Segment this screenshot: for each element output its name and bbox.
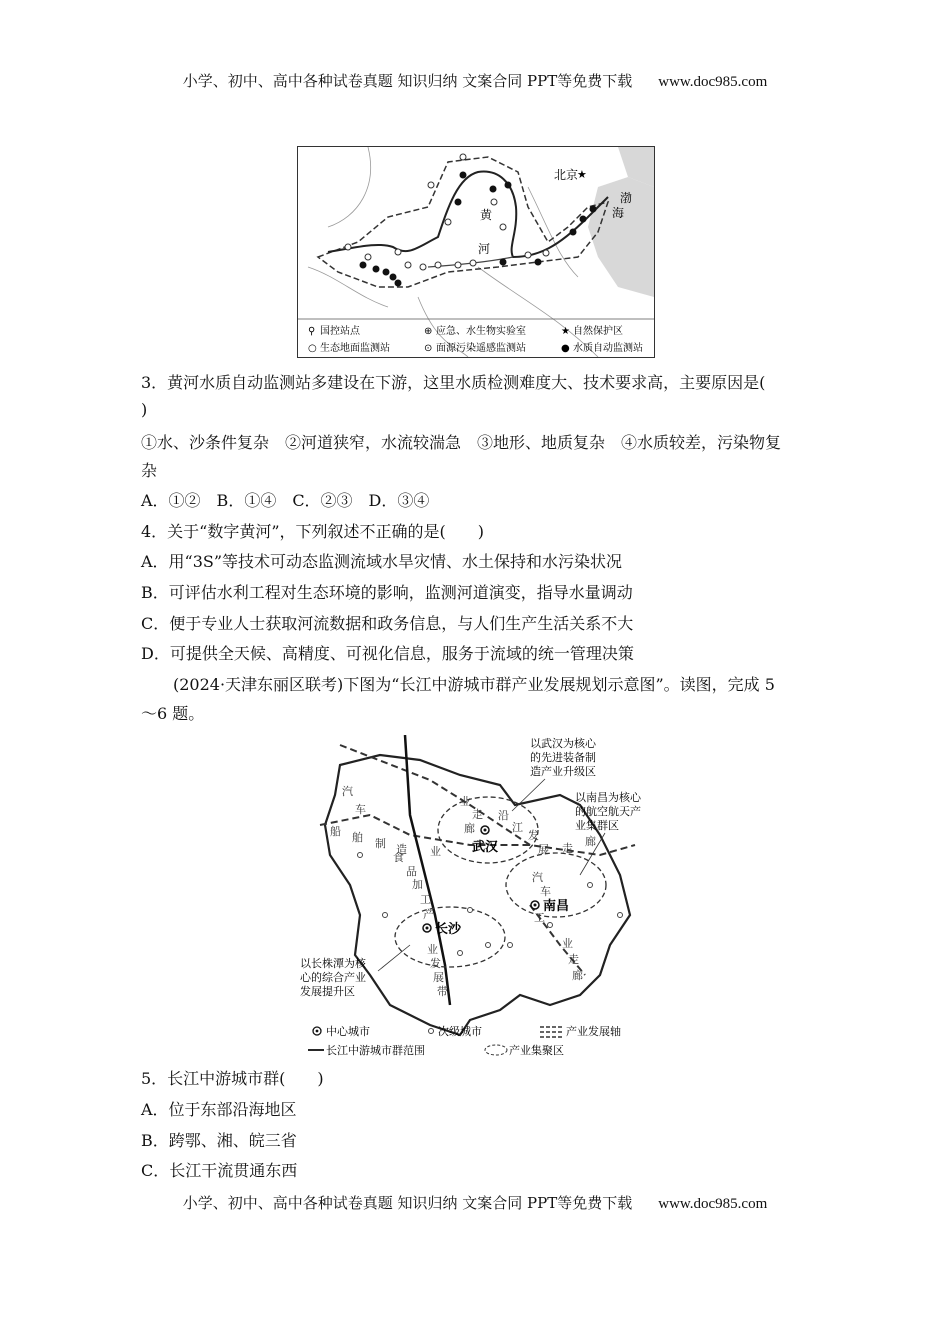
map2-legend [308, 1024, 621, 1057]
beijing-star-icon: ★ [577, 168, 587, 181]
map2-svg [300, 735, 645, 1060]
q4-option-c: C．便于专业人士获取河流数据和政务信息，与人们生产生活关系不大 [141, 614, 634, 633]
axis-food-2: 品 [406, 865, 417, 878]
city-nanchang: 南昌 [543, 899, 570, 914]
axis-ship-5: 业 [430, 845, 441, 858]
yellow-river-monitoring-map [297, 146, 655, 358]
q5-option-b: B．跨鄂、湘、皖三省 [141, 1131, 297, 1150]
axis-yz-3: 发 [528, 829, 539, 842]
axis-ship-2: 舶 [352, 831, 363, 844]
sub-city-icon [429, 1029, 434, 1034]
intro-line1: (2024·天津东丽区联考)下图为“长江中游城市群产业发展规划示意图”。读图，完成 5 [173, 675, 775, 694]
intro-line2: ～6 题。 [141, 704, 205, 723]
axis-nc-3: 工 [534, 911, 545, 924]
label-he: 河 [478, 242, 491, 256]
axis-yz-6: 廊 [585, 835, 596, 848]
legend-center-city: 中心城市 [326, 1025, 370, 1038]
axis-food-3: 加 [412, 878, 423, 891]
legend-cluster: 产业集聚区 [509, 1044, 564, 1057]
axis-sy-3: 廊 [464, 822, 475, 835]
q4-option-b: B．可评估水利工程对生态环境的影响，监测河道演变，指导水量调动 [141, 583, 633, 602]
q3-options-line1: ①水、沙条件复杂 ②河道狭窄，水流较湍急 ③地形、地质复杂 ④水质较差，污染物复 [141, 433, 782, 452]
axis-yz-2: 江 [512, 821, 523, 834]
label-beijing: 北京 [554, 168, 579, 182]
axis-food-7: 发 [430, 957, 441, 970]
label-huang: 黄 [480, 208, 493, 222]
axis-food-5: 产 [423, 908, 434, 921]
axis-yz-5: 走 [562, 842, 573, 855]
q4-stem: 4．关于“数字黄河”，下列叙述不正确的是( ) [141, 522, 485, 541]
footer-text: 小学、初中、高中各种试卷真题 知识归纳 文案合同 PPT等免费下载 [182, 1194, 633, 1212]
axis-food-8: 展 [433, 971, 444, 984]
q4-option-a: A．用“3S”等技术可动态监测流域水旱灾情、水土保持和水污染状况 [141, 552, 623, 571]
axis-yz-4: 展 [538, 843, 549, 856]
yangtze-city-cluster-map [300, 735, 645, 1060]
city-changsha: 长沙 [435, 922, 462, 937]
axis-food-6: 业 [427, 943, 438, 956]
axis-food-9: 带 [437, 985, 448, 998]
axis-nc-4: 业 [562, 937, 573, 950]
map1-legend [308, 324, 643, 354]
yellow-river [328, 172, 608, 257]
q5-option-c: C．长江干流贯通东西 [141, 1161, 298, 1180]
legend-lab: 应急、水生物实验室 [436, 326, 526, 337]
axis-legend-icon [540, 1027, 562, 1037]
q3-options-line2: 杂 [141, 461, 158, 480]
header-site[interactable]: www.doc985.com [658, 74, 768, 90]
page-footer [0, 1192, 950, 1213]
axis-nc-6: 廊 [572, 969, 583, 982]
page-header [0, 70, 950, 91]
legend-sub-city: 次级城市 [438, 1025, 482, 1038]
axis-ship-3: 制 [375, 837, 386, 850]
pin-icon: ⚲ [308, 326, 316, 337]
axis-sy-1: 业 [460, 795, 471, 808]
axis-food-4: 工 [420, 893, 431, 906]
legend-ground: 生态地面监测站 [320, 343, 390, 354]
callout-nanchang-3: 业集群区 [575, 819, 619, 832]
q3-choices: A．①② B．①④ C．②③ D．③④ [141, 491, 430, 510]
callout-nanchang-1: 以南昌为核心 [575, 791, 641, 804]
q3-stem-end: ) [141, 400, 148, 419]
callout-wuhan-2: 的先进装备制 [530, 751, 596, 764]
callouts [300, 736, 642, 998]
axis-car-1: 汽 [342, 785, 353, 798]
cluster-icon [485, 1045, 507, 1055]
q4-option-d: D．可提供全天候、高精度、可视化信息，服务于流域的统一管理决策 [141, 644, 634, 663]
city-wuhan: 武汉 [472, 840, 499, 855]
callout-nanchang-2: 的航空航天产 [575, 805, 641, 818]
lab-icon: ⊕ [424, 326, 433, 337]
q3-stem: 3．黄河水质自动监测站多建设在下游，这里水质检测难度大、技术要求高，主要原因是( [141, 373, 766, 392]
footer-site[interactable]: www.doc985.com [658, 1196, 768, 1212]
legend-auto: 水质自动监测站 [573, 343, 643, 354]
axis-nc-5: 走 [568, 953, 579, 966]
axis-yz-1: 沿 [498, 809, 509, 822]
dot-circle-icon: ⊙ [424, 343, 433, 354]
legend-reserve: 自然保护区 [573, 326, 623, 337]
star-icon: ★ [561, 326, 570, 337]
legend-remote: 面源污染遥感监测站 [436, 343, 526, 354]
map1-svg [298, 147, 654, 357]
label-hai: 海 [612, 206, 625, 220]
legend-national: 国控站点 [320, 326, 360, 337]
legend-axis: 产业发展轴 [566, 1025, 621, 1038]
axis-car-2: 车 [355, 803, 366, 816]
q5-option-a: A．位于东部沿海地区 [141, 1100, 297, 1119]
callout-changsha-2: 心的综合产业 [300, 971, 366, 984]
axis-nc-1: 汽 [532, 871, 543, 884]
callout-changsha-1: 以长株潭为核 [300, 957, 366, 970]
callout-changsha-3: 发展提升区 [300, 985, 355, 998]
callout-wuhan-3: 造产业升级区 [530, 765, 596, 778]
axis-sy-2: 走 [472, 808, 483, 821]
label-bo: 渤 [620, 191, 633, 205]
sub-cities [358, 853, 623, 956]
axis-ship-4: 造 [396, 843, 407, 856]
axis-food-1: 食 [393, 851, 404, 864]
header-text: 小学、初中、高中各种试卷真题 知识归纳 文案合同 PPT等免费下载 [182, 72, 633, 90]
legend-boundary: 长江中游城市群范围 [326, 1044, 425, 1057]
q5-stem: 5．长江中游城市群( ) [141, 1069, 324, 1088]
axis-nc-2: 车 [540, 885, 551, 898]
callout-wuhan-1: 以武汉为核心 [530, 737, 596, 750]
changsha-cluster [395, 907, 505, 967]
drop-icon: ● [561, 343, 570, 354]
circle-icon: ○ [308, 343, 317, 354]
axis-ship-1: 船 [330, 825, 341, 838]
